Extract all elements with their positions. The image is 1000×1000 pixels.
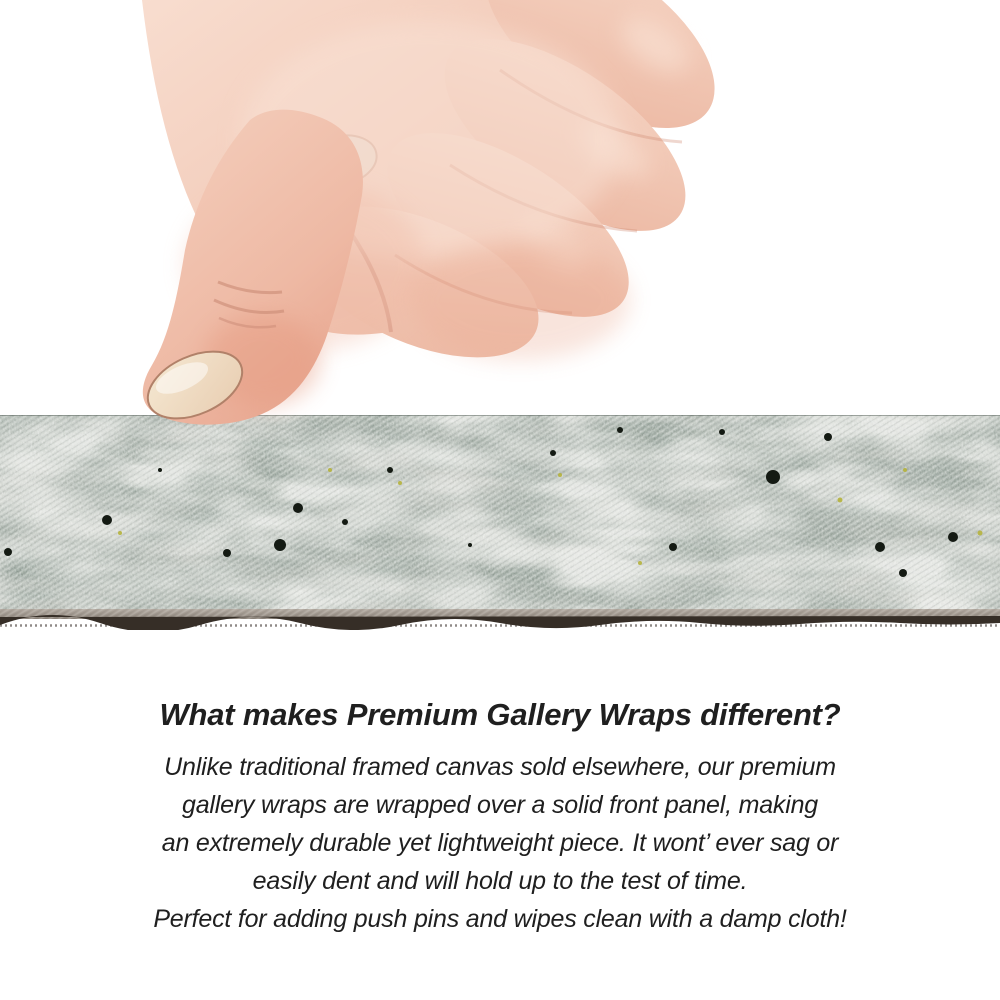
body-line-1: Unlike traditional framed canvas sold elsewhere, our premium: [164, 753, 836, 781]
body-text: [0, 748, 1000, 938]
headline: What makes Premium Gallery Wraps different?: [159, 697, 841, 732]
copy-block: [0, 692, 1000, 938]
canvas-dark-edge: [0, 615, 1000, 630]
hand-thumb-press-photo: [0, 0, 1000, 446]
body-line-4: easily dent and will hold up to the test of time.: [252, 867, 748, 895]
body-line-2: gallery wraps are wrapped over a solid front panel, making: [182, 791, 818, 819]
body-line-3: an extremely durable yet lightweight piece. It wont’ ever sag or: [161, 829, 839, 857]
thumb: [138, 110, 363, 432]
body-line-5: Perfect for adding push pins and wipes clean with a damp cloth!: [153, 905, 847, 933]
